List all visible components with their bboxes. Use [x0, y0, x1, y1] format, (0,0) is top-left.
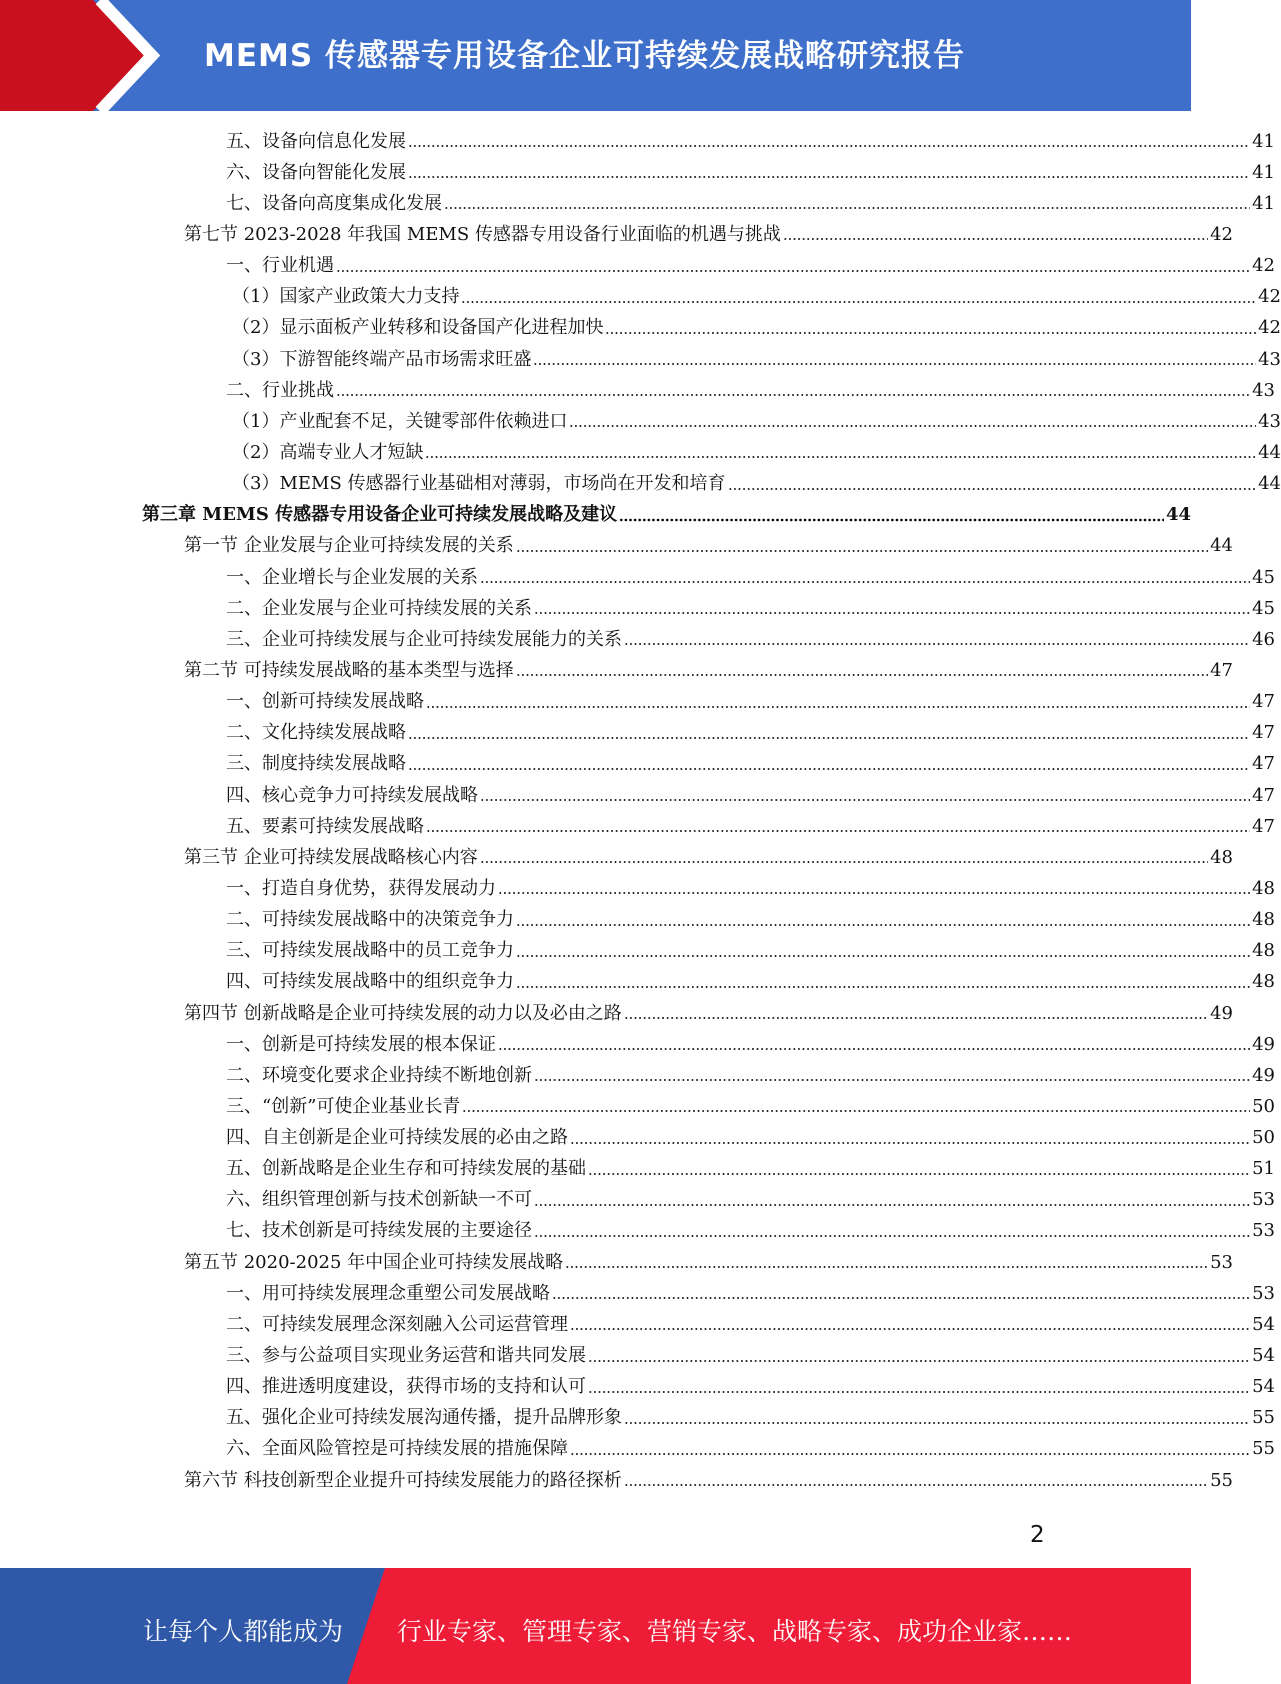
header-arrow-graphic: [0, 0, 160, 111]
toc-entry: [0, 1029, 1275, 1060]
toc-entry-page: 55: [1252, 1438, 1275, 1460]
toc-entry-title: 一、用可持续发展理念重塑公司发展战略: [226, 1282, 550, 1304]
toc-entry: [0, 531, 1233, 562]
toc-entry-title: 五、要素可持续发展战略: [226, 815, 424, 837]
toc-entry-title: 二、可持续发展战略中的决策竞争力: [226, 909, 514, 931]
toc-entry: [0, 593, 1275, 624]
toc-dot-leader: [588, 1171, 1250, 1177]
toc-dot-leader: [588, 1389, 1250, 1395]
toc-entry-page: 54: [1252, 1376, 1275, 1398]
toc-dot-leader: [728, 486, 1257, 492]
toc-entry: [0, 905, 1275, 936]
toc-entry: [0, 1247, 1233, 1278]
toc-entry: [0, 1434, 1275, 1465]
toc-entry-page: 49: [1210, 1002, 1233, 1024]
toc-dot-leader: [444, 205, 1250, 211]
report-title: MEMS 传感器专用设备企业可持续发展战略研究报告: [204, 38, 965, 74]
toc-entry-title: （3）下游智能终端产品市场需求旺盛: [232, 348, 532, 370]
toc-entry: [0, 188, 1275, 219]
toc-entry: [0, 282, 1281, 313]
toc-dot-leader: [570, 1326, 1250, 1332]
toc-entry-title: 三、参与公益项目实现业务运营和谐共同发展: [226, 1345, 586, 1367]
toc-entry-title: 一、企业增长与企业发展的关系: [226, 566, 478, 588]
toc-entry: [0, 967, 1275, 998]
toc-entry-page: 49: [1252, 1064, 1275, 1086]
toc-entry-page: 41: [1252, 161, 1275, 183]
toc-dot-leader: [624, 1015, 1208, 1021]
toc-entry: [0, 562, 1275, 593]
toc-entry-title: 第三章 MEMS 传感器专用设备企业可持续发展战略及建议: [142, 504, 618, 526]
toc-entry-page: 53: [1252, 1189, 1275, 1211]
toc-dot-leader: [480, 859, 1208, 865]
toc-entry-title: 三、企业可持续发展与企业可持续发展能力的关系: [226, 628, 622, 650]
toc-dot-leader: [408, 174, 1250, 180]
toc-entry-title: （1）国家产业政策大力支持: [232, 286, 460, 308]
toc-entry-page: 43: [1252, 379, 1275, 401]
toc-entry: [0, 1154, 1275, 1185]
toc-entry-page: 42: [1252, 255, 1275, 277]
toc-entry-page: 48: [1252, 909, 1275, 931]
toc-entry: [0, 687, 1275, 718]
toc-entry: [0, 718, 1275, 749]
toc-entry: [0, 1340, 1275, 1371]
toc-entry-title: 一、创新是可持续发展的根本保证: [226, 1033, 496, 1055]
toc-entry: [0, 500, 1191, 531]
footer-slogan-left: 让每个人都能成为: [143, 1617, 344, 1646]
toc-entry-page: 43: [1258, 410, 1281, 432]
toc-entry-title: （2）显示面板产业转移和设备国产化进程加快: [232, 317, 604, 339]
footer-band: [0, 1568, 1191, 1684]
toc-entry-title: 二、环境变化要求企业持续不断地创新: [226, 1064, 532, 1086]
toc-dot-leader: [565, 1264, 1208, 1270]
toc-entry-title: 第三节 企业可持续发展战略核心内容: [184, 846, 478, 868]
toc-entry: [0, 1123, 1275, 1154]
toc-entry-page: 48: [1252, 877, 1275, 899]
toc-entry: [0, 251, 1275, 282]
toc-entry: [0, 1372, 1275, 1403]
toc-entry-title: 第四节 创新战略是企业可持续发展的动力以及必由之路: [184, 1002, 622, 1024]
toc-entry-title: 二、企业发展与企业可持续发展的关系: [226, 597, 532, 619]
toc-dot-leader: [534, 1233, 1250, 1239]
toc-entry-title: 六、设备向智能化发展: [226, 161, 406, 183]
toc-entry-page: 41: [1252, 130, 1275, 152]
toc-entry-page: 55: [1252, 1407, 1275, 1429]
toc-entry: [0, 1278, 1275, 1309]
toc-entry-page: 50: [1252, 1095, 1275, 1117]
toc-entry-title: 三、可持续发展战略中的员工竞争力: [226, 940, 514, 962]
toc-entry-page: 48: [1252, 940, 1275, 962]
toc-entry-title: 第一节 企业发展与企业可持续发展的关系: [184, 535, 514, 557]
toc-dot-leader: [588, 1358, 1250, 1364]
toc-entry-page: 47: [1252, 722, 1275, 744]
toc-entry-page: 47: [1252, 753, 1275, 775]
toc-entry-page: 48: [1210, 846, 1233, 868]
toc-entry-title: 三、“创新”可使企业基业长青: [226, 1095, 461, 1117]
toc-entry: [0, 624, 1275, 655]
toc-entry-title: （3）MEMS 传感器行业基础相对薄弱，市场尚在开发和培育: [232, 473, 726, 495]
toc-entry-page: 47: [1252, 691, 1275, 713]
toc-dot-leader: [605, 330, 1256, 336]
toc-entry: [0, 375, 1275, 406]
toc-entry-title: 一、创新可持续发展战略: [226, 691, 424, 713]
toc-entry-title: 四、自主创新是企业可持续发展的必由之路: [226, 1127, 568, 1149]
toc-entry: [0, 406, 1281, 437]
toc-dot-leader: [570, 1140, 1250, 1146]
toc-entry: [0, 780, 1275, 811]
toc-entry: [0, 998, 1233, 1029]
toc-entry-page: 43: [1258, 348, 1281, 370]
page-number: 2: [1030, 1522, 1045, 1548]
toc-dot-leader: [336, 268, 1250, 274]
toc-dot-leader: [516, 672, 1208, 678]
toc-dot-leader: [516, 548, 1208, 554]
toc-entry-title: 二、可持续发展理念深刻融入公司运营管理: [226, 1313, 568, 1335]
toc-entry-title: 一、行业机遇: [226, 255, 334, 277]
toc-entry-page: 47: [1252, 784, 1275, 806]
toc-dot-leader: [569, 423, 1256, 429]
toc-entry-page: 49: [1252, 1033, 1275, 1055]
toc-entry: [0, 126, 1275, 157]
toc-dot-leader: [426, 828, 1250, 834]
toc-dot-leader: [624, 1420, 1250, 1426]
toc-entry: [0, 1185, 1275, 1216]
toc-entry-title: 五、创新战略是企业生存和可持续发展的基础: [226, 1158, 586, 1180]
toc-dot-leader: [619, 517, 1164, 523]
toc-entry-title: 第六节 科技创新型企业提升可持续发展能力的路径探析: [184, 1469, 622, 1491]
toc-entry-page: 54: [1252, 1345, 1275, 1367]
toc-entry: [0, 1216, 1275, 1247]
toc-entry-page: 45: [1252, 566, 1275, 588]
toc-entry-title: 七、技术创新是可持续发展的主要途径: [226, 1220, 532, 1242]
toc-entry-title: 五、设备向信息化发展: [226, 130, 406, 152]
toc-dot-leader: [570, 1451, 1250, 1457]
toc-dot-leader: [533, 361, 1256, 367]
header-band: [0, 0, 1191, 111]
toc-entry: [0, 437, 1281, 468]
toc-dot-leader: [408, 143, 1250, 149]
toc-dot-leader: [336, 392, 1250, 398]
toc-entry-page: 53: [1210, 1251, 1233, 1273]
toc-entry-title: 四、推进透明度建设，获得市场的支持和认可: [226, 1376, 586, 1398]
toc-dot-leader: [516, 922, 1250, 928]
toc-entry-page: 53: [1252, 1220, 1275, 1242]
toc-dot-leader: [462, 1108, 1250, 1114]
toc-entry: [0, 1309, 1275, 1340]
toc-entry-page: 42: [1258, 286, 1281, 308]
toc-dot-leader: [425, 454, 1256, 460]
toc-dot-leader: [408, 735, 1250, 741]
toc-dot-leader: [408, 766, 1250, 772]
toc-entry: [0, 655, 1233, 686]
toc-entry-title: 四、核心竞争力可持续发展战略: [226, 784, 478, 806]
toc-entry: [0, 1403, 1275, 1434]
toc-entry-title: （1）产业配套不足，关键零部件依赖进口: [232, 410, 568, 432]
toc-entry-page: 55: [1210, 1469, 1233, 1491]
toc-entry: [0, 157, 1275, 188]
toc-entry-title: 五、强化企业可持续发展沟通传播，提升品牌形象: [226, 1407, 622, 1429]
toc-entry-page: 44: [1258, 441, 1281, 463]
toc-dot-leader: [498, 890, 1250, 896]
toc-entry-page: 47: [1210, 659, 1233, 681]
toc-entry-title: 三、制度持续发展战略: [226, 753, 406, 775]
toc-entry: [0, 842, 1233, 873]
toc-entry-page: 45: [1252, 597, 1275, 619]
toc-entry-title: 二、文化持续发展战略: [226, 722, 406, 744]
toc-dot-leader: [783, 236, 1208, 242]
toc-entry-title: 第五节 2020-2025 年中国企业可持续发展战略: [184, 1251, 564, 1273]
toc-dot-leader: [516, 953, 1250, 959]
toc-entry: [0, 873, 1275, 904]
toc-entry: [0, 749, 1275, 780]
toc-dot-leader: [516, 984, 1250, 990]
toc-entry: [0, 469, 1281, 500]
toc-entry-page: 50: [1252, 1127, 1275, 1149]
toc-dot-leader: [552, 1295, 1250, 1301]
toc-entry-title: 四、可持续发展战略中的组织竞争力: [226, 971, 514, 993]
toc-dot-leader: [426, 704, 1250, 710]
toc-entry: [0, 1060, 1275, 1091]
toc-entry-title: 二、行业挑战: [226, 379, 334, 401]
toc-dot-leader: [534, 1202, 1250, 1208]
toc-dot-leader: [624, 1482, 1208, 1488]
toc-entry-page: 41: [1252, 192, 1275, 214]
toc-entry-page: 44: [1165, 504, 1191, 526]
toc-entry: [0, 344, 1281, 375]
toc-entry: [0, 936, 1275, 967]
toc-dot-leader: [461, 299, 1256, 305]
toc-entry-page: 47: [1252, 815, 1275, 837]
footer-slogan-right: 行业专家、管理专家、营销专家、战略专家、成功企业家……: [397, 1617, 1073, 1646]
toc-entry-page: 42: [1210, 223, 1233, 245]
toc-entry-page: 54: [1252, 1313, 1275, 1335]
toc-dot-leader: [480, 797, 1250, 803]
toc-entry-page: 46: [1252, 628, 1275, 650]
toc-dot-leader: [624, 641, 1250, 647]
toc-entry-title: 六、全面风险管控是可持续发展的措施保障: [226, 1438, 568, 1460]
toc-entry-page: 53: [1252, 1282, 1275, 1304]
table-of-contents: [0, 126, 1281, 1496]
toc-entry-title: 第二节 可持续发展战略的基本类型与选择: [184, 659, 514, 681]
toc-dot-leader: [498, 1046, 1250, 1052]
toc-entry: [0, 1465, 1233, 1496]
toc-entry: [0, 313, 1281, 344]
toc-entry-page: 44: [1258, 473, 1281, 495]
toc-entry-page: 48: [1252, 971, 1275, 993]
toc-entry-page: 51: [1252, 1158, 1275, 1180]
toc-dot-leader: [480, 579, 1250, 585]
toc-entry: [0, 219, 1233, 250]
toc-entry-page: 44: [1210, 535, 1233, 557]
toc-entry: [0, 1091, 1275, 1122]
toc-entry-title: 一、打造自身优势，获得发展动力: [226, 877, 496, 899]
toc-entry-title: 七、设备向高度集成化发展: [226, 192, 442, 214]
toc-entry-title: （2）高端专业人才短缺: [232, 441, 424, 463]
toc-entry-title: 第七节 2023-2028 年我国 MEMS 传感器专用设备行业面临的机遇与挑战: [184, 223, 781, 245]
toc-entry-title: 六、组织管理创新与技术创新缺一不可: [226, 1189, 532, 1211]
toc-entry-page: 42: [1258, 317, 1281, 339]
toc-entry: [0, 811, 1275, 842]
toc-dot-leader: [534, 610, 1250, 616]
toc-dot-leader: [534, 1077, 1250, 1083]
